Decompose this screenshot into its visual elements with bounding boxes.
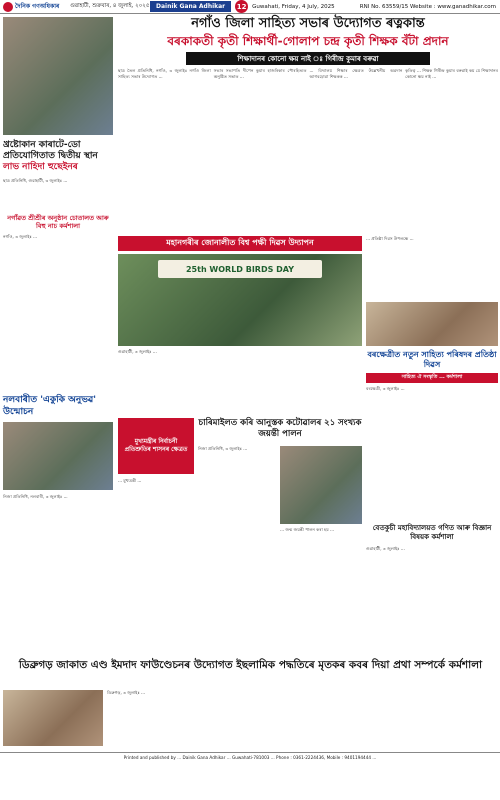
- nalbari-photo: [3, 422, 113, 490]
- lead-headline-line-1: নগাঁও জিলা সাহিত্য সভাৰ উদ্যোগত ৰত্নকান্ত: [191, 16, 425, 31]
- masthead-logo: [0, 1, 70, 12]
- right-story-body: বৰক্ষেত্ৰী, ৩ জুলাইঃ ...: [366, 386, 405, 391]
- right-story-subheadline: সাহিত্য ঐ সংস্কৃতি ... কৰ্মশালা: [366, 373, 498, 383]
- lead-headline-line-2: বৰকাকতী কৃতী শিক্ষাৰ্থী-গোলাপ চন্দ্ৰ কৃতী শিক্ষক বঁটা প্ৰদান: [167, 34, 449, 48]
- imprint-footer: Printed and published by ... Dainik Gana Adhikar ... Guwahati-781003 ... Phone : 0361-2224436, Mobile : 9401194444 ...: [0, 752, 500, 800]
- bottom-story-headline: ডিব্ৰুগড় জাকাত এণ্ড ইমদাদ ফাউণ্ডেচনৰ উদ্যোগত ইছলামিক পদ্ধতিৰে মৃতকৰ কবৰ দিয়া প্ৰথা সম্পৰ্কে কৰ্মশালা: [18, 659, 483, 671]
- poet-portrait-photo: [280, 446, 362, 524]
- left-second-body: নগাঁও, ৩ জুলাইঃ ...: [3, 234, 38, 239]
- left-story-headline: [3, 140, 113, 173]
- logo-badge-icon: [3, 2, 13, 12]
- lead-column-3: ... বিদ্যালয় শিক্ষাৰ ক্ষেত্ৰত উল্লেখনীয় অৱদান আগবঢ়োৱা শিক্ষকক ...: [309, 68, 404, 79]
- nalbari-headline: নলবাৰীত 'একুকি অনুভৱ' উন্মোচন: [3, 395, 97, 417]
- right-story-photo: [366, 302, 498, 346]
- left-story-photo: [3, 17, 113, 135]
- left-story-body: ছাত্ৰ প্ৰতিনিধি, গুৱাহাটী, ৩ জুলাইঃ ...: [3, 178, 68, 183]
- highlight-body: ... মুখ্যমন্ত্ৰী ...: [118, 478, 142, 483]
- birds-day-photo: [118, 254, 362, 346]
- nalbari-body: নিজা প্ৰতিনিধি, নলবাৰী, ৩ জুলাইঃ ...: [3, 494, 68, 499]
- page-number-badge: 12: [235, 0, 248, 13]
- masthead-date-english: Guwahati, Friday, 4 July, 2025: [252, 3, 335, 10]
- masthead: [0, 0, 500, 14]
- poet-anniversary-body-1: নিজা প্ৰতিনিধি, ৩ জুলাইঃ ...: [198, 446, 248, 451]
- left-headline-line-3: লাভ নাহিদা হুছেইনৰ: [3, 162, 78, 172]
- masthead-logo-text: দৈনিক গণঅধিকাৰ: [15, 3, 60, 10]
- right-top-body: ... প্ৰতিষ্ঠা দিৱস উপলক্ষে ...: [366, 236, 414, 241]
- lead-column-4: কৃতিত্ব ... শিক্ষক গিৰীন্দ্ৰ কুমাৰ বৰুৱাই কয় যে শিক্ষাদানৰ কোনো ক্ষয় নাই ...: [405, 68, 500, 79]
- highlight-box: মুখ্যমন্ত্ৰীৰ নিৰ্বাচনী প্ৰতিশ্ৰুতিৰ শাসনৰ ক্ষেত্ৰত: [118, 418, 194, 474]
- left-headline-line-2: প্ৰতিযোগিতাত দ্বিতীয় স্থান: [3, 151, 98, 161]
- poet-anniversary-headline: চাৰিমাইলত কৰি আনুস্তক কটোৱালৰ ২১ সংখ্যক জয়ন্তী পালন: [198, 418, 362, 439]
- lead-column-1: ছাত্ৰ তৈল প্ৰতিনিধি, নগাঁও, ৩ জুলাইঃ নগাঁও জিলা সাহিত্য সভাৰ উদ্যোগত ...: [118, 68, 213, 79]
- bottom-story-body: ডিব্ৰুগড়, ৩ জুলাইঃ ...: [107, 690, 146, 695]
- left-headline-line-1: খ্ৰষ্টোকান কাৰাটে-ডো: [3, 140, 81, 150]
- birds-day-headline: মহানগৰীৰ জোনালীত বিশ্ব পক্ষী দিৱস উদ্যাপন: [118, 236, 362, 251]
- right-story-headline: বৰক্ষেত্ৰীত নতুন সাহিত্য পৰিষদৰ প্ৰতিষ্ঠা দিৱস: [367, 350, 497, 369]
- birds-day-body: গুৱাহাটী, ৩ জুলাইঃ ...: [118, 349, 157, 354]
- masthead-date-assamese: গুৱাহাটী, শুক্ৰবাৰ, ৪ জুলাই, ২০২৫: [70, 2, 150, 9]
- lead-column-2: সভাৰ সভাপতি দীপেন কুমাৰ হাজৰিকাৰ পৌৰহিত্যত অনুষ্ঠিত সভাত ...: [213, 68, 308, 79]
- left-second-headline: নগাঁৱত শ্ৰীশ্ৰীৰ অনুষ্ঠান চোতালত আৰু বিহু নাচ কৰ্মশালা: [7, 214, 109, 230]
- lead-story-columns: [118, 68, 498, 232]
- right-second-body: গুৱাহাটী, ৩ জুলাইঃ ...: [366, 546, 405, 551]
- right-second-headline: বেতকুচী মহাবিদ্যালয়ত গণিত আৰু বিজ্ঞান বিষয়ক কৰ্মশালা: [372, 524, 492, 541]
- lead-subheadline: শিক্ষাদানৰ কোনো ক্ষয় নাই ঃ গিৰীন্দ্ৰ কুমাৰ বৰুৱা: [186, 52, 430, 65]
- poet-anniversary-body-2: ... জন্ম জয়ন্তী পালন কৰা হয় ...: [280, 527, 335, 532]
- masthead-paper-name: Dainik Gana Adhikar: [150, 1, 231, 12]
- bottom-story-photo: [3, 690, 103, 746]
- masthead-rni-website: RNI No. 63559/15 Website : www.ganadhikar.com: [359, 3, 496, 10]
- birds-day-banner: 25th WORLD BIRDS DAY: [158, 260, 322, 278]
